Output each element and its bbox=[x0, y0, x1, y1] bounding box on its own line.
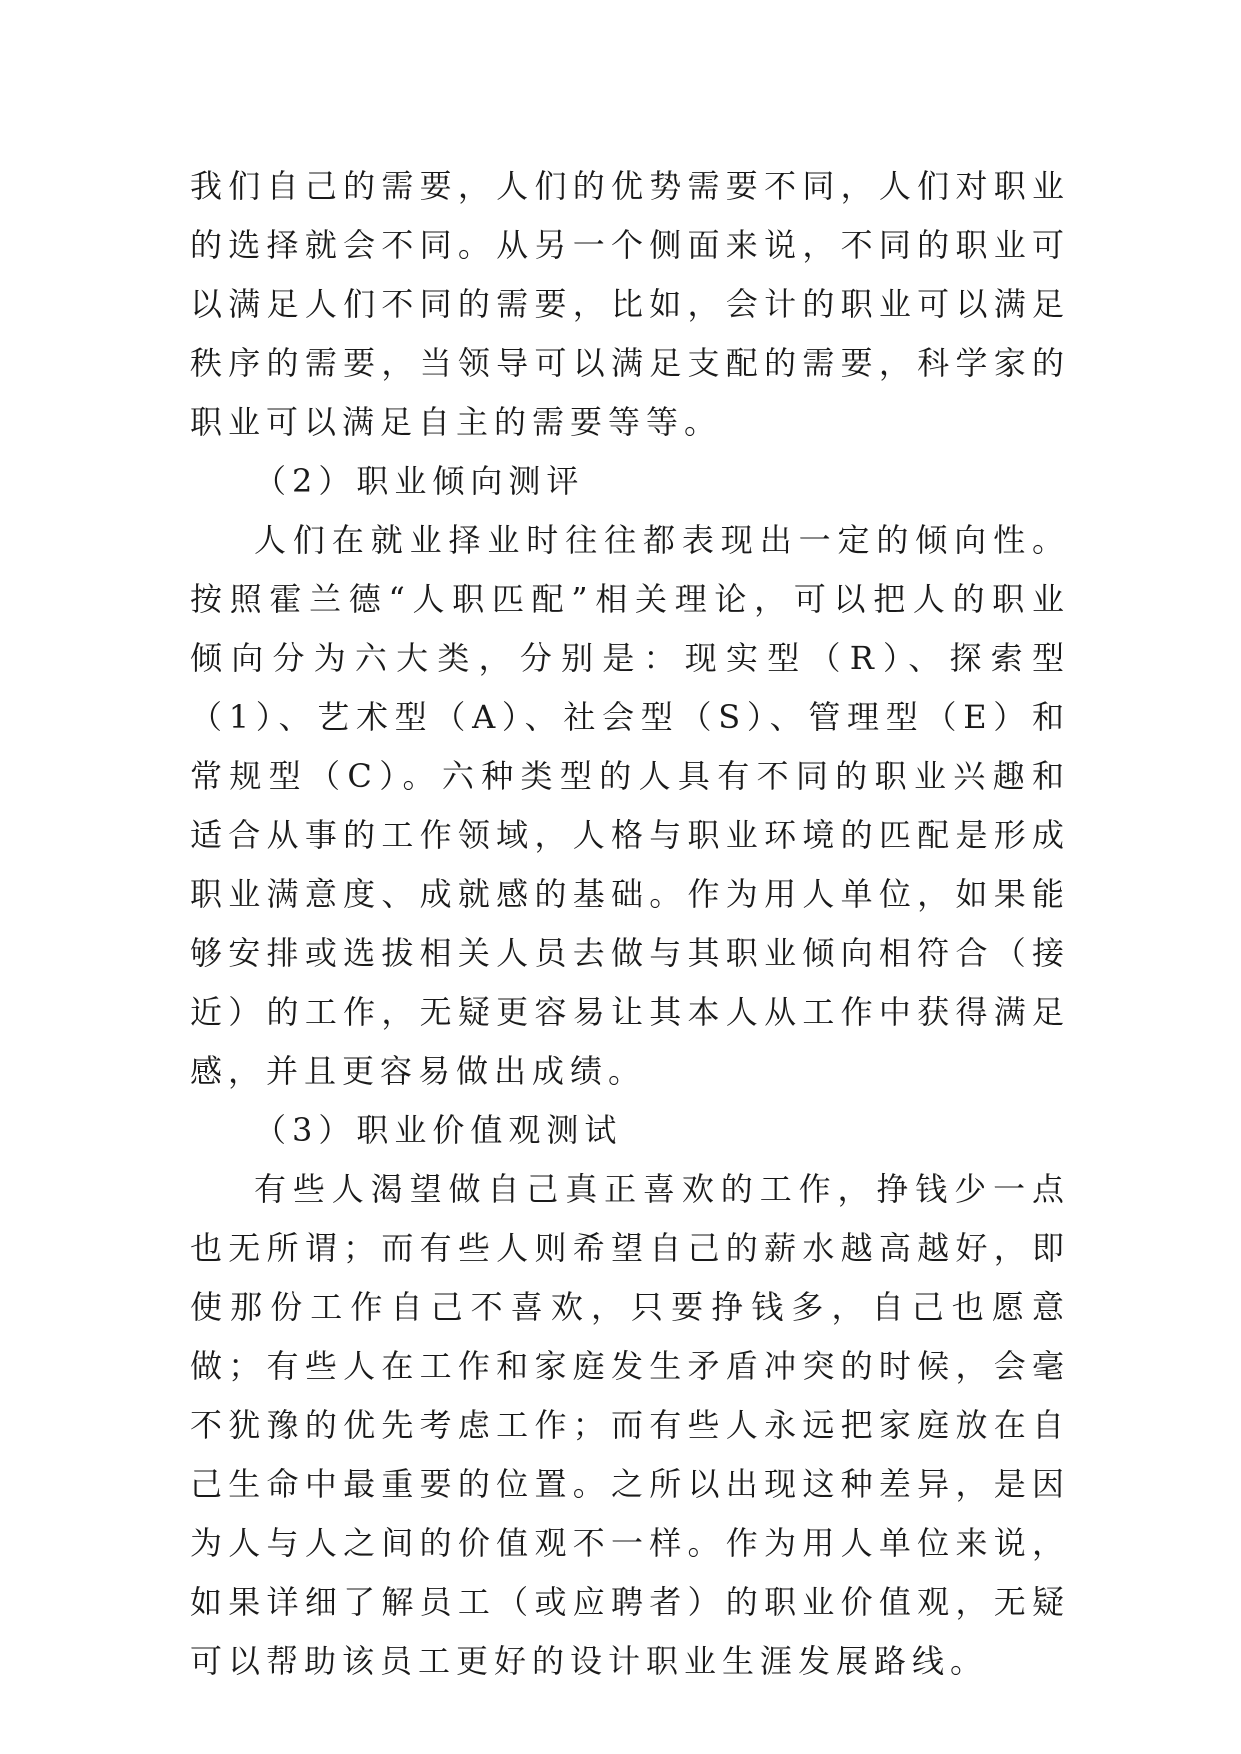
paragraph-holland-theory: 人们在就业择业时往往都表现出一定的倾向性。按照霍兰德“人职匹配”相关理论，可以把人的职业倾向分为六大类，分别是：现实型（R）、探索型（1）、艺术型（A）、社会型（S）、管理型（E）和常规型（C）。六种类型的人具有不同的职业兴趣和适合从事的工作领域，人格与职业环境的匹配是形成职业满意度、成就感的基础。作为用人单位，如果能够安排或选拔相关人员去做与其职业倾向相符合（接近）的工作，无疑更容易让其本人从工作中获得满足感，并且更容易做出成绩。 bbox=[190, 521, 1070, 1090]
paragraph-career-values: 有些人渴望做自己真正喜欢的工作，挣钱少一点也无所谓；而有些人则希望自己的薪水越高越好，即使那份工作自己不喜欢，只要挣钱多，自己也愿意做；有些人在工作和家庭发生矛盾冲突的时候，会毫不犹豫的优先考虑工作；而有些人永远把家庭放在自己生命中最重要的位置。之所以出现这种差异，是因为人与人之间的价值观不一样。作为用人单位来说，如果详细了解员工（或应聘者）的职业价值观，无疑可以帮助该员工更好的设计职业生涯发展路线。 bbox=[190, 1170, 1070, 1680]
section-heading-career-orientation: （2）职业倾向测评 bbox=[254, 462, 585, 500]
paragraph-needs-and-occupations: 我们自己的需要，人们的优势需要不同，人们对职业的选择就会不同。从另一个侧面来说，不同的职业可以满足人们不同的需要，比如，会计的职业可以满足秩序的需要，当领导可以满足支配的需要，科学家的职业可以满足自主的需要等等。 bbox=[190, 167, 1070, 441]
section-heading-career-values: （3）职业价值观测试 bbox=[254, 1111, 623, 1149]
document-body bbox=[190, 157, 1070, 1691]
